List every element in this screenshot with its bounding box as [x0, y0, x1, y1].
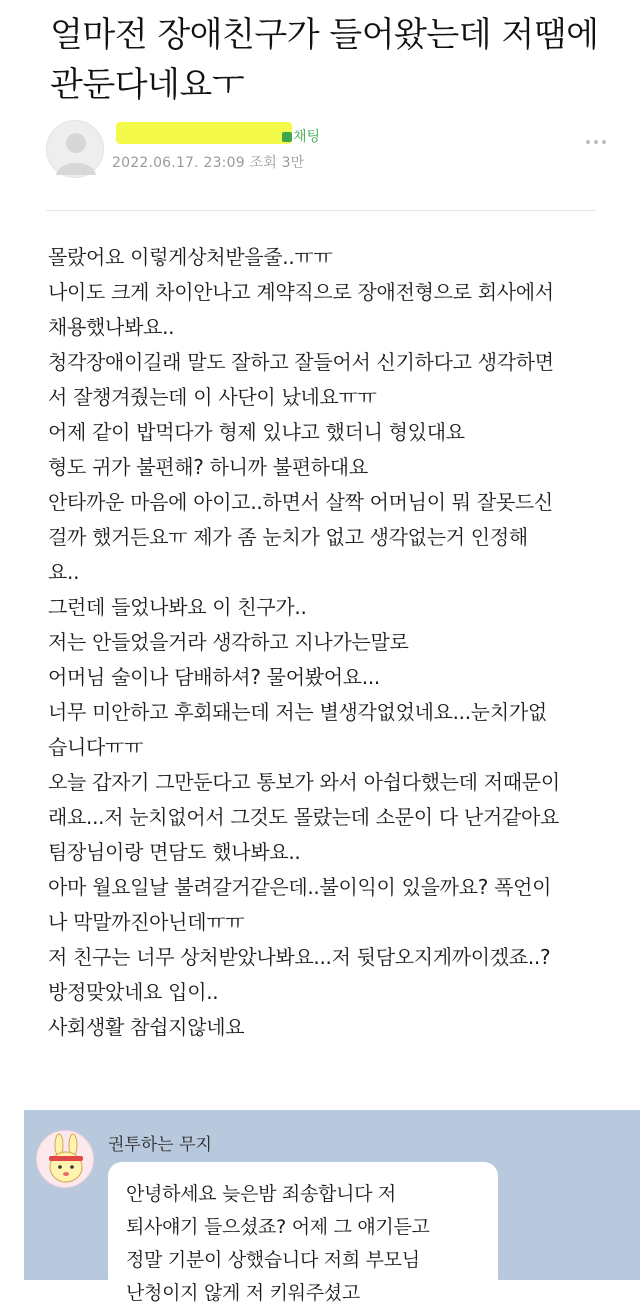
chat-message-line: 난청이지 않게 저 키워주셨고	[126, 1282, 360, 1304]
body-line: 나 막말까진아닌데ㅠㅠ	[48, 910, 245, 934]
body-line: 걸까 했거든요ㅠ 제가 좀 눈치가 없고 생각없는거 인정해	[48, 525, 528, 549]
body-line: 방정맞았네요 입이..	[48, 980, 219, 1004]
body-line: 형도 귀가 불편해? 하니까 불편하대요	[48, 455, 368, 479]
chat-screenshot	[24, 1110, 640, 1304]
body-line: 어머님 술이나 담배하셔? 물어봤어요...	[48, 665, 380, 689]
more-vertical-icon[interactable]	[586, 132, 606, 152]
post-date: 2022.06.17. 23:09	[112, 155, 245, 171]
body-line: 채용했나봐요..	[48, 315, 175, 339]
post-views: 조회 3만	[249, 155, 305, 171]
body-line: 팀장님이랑 면담도 했나봐요..	[48, 840, 301, 864]
body-line: 요..	[48, 560, 80, 584]
muzi-character-icon[interactable]	[36, 1130, 94, 1188]
body-line: 그런데 들었나봐요 이 친구가..	[48, 595, 307, 619]
post-title	[50, 10, 610, 110]
body-line: 저는 안들었을거라 생각하고 지나가는말로	[48, 630, 409, 654]
chat-message-line: 안녕하세요 늦은밤 죄송합니다 저	[126, 1183, 396, 1205]
post-title-line: 관둔다네요ㅜ	[50, 65, 245, 105]
default-profile-icon[interactable]	[46, 120, 104, 178]
body-line: 래요...저 눈치없어서 그것도 몰랐는데 소문이 다 난거같아요	[48, 805, 559, 829]
divider	[46, 210, 596, 211]
body-line: 청각장애이길래 말도 잘하고 잘들어서 신기하다고 생각하면	[48, 350, 554, 374]
chat-icon	[282, 132, 292, 142]
author-row	[46, 118, 606, 184]
body-line: 습니다ㅠㅠ	[48, 735, 144, 759]
chat-message-bubble	[108, 1162, 498, 1304]
body-line: 서 잘챙겨줬는데 이 사단이 났네요ㅠㅠ	[48, 385, 377, 409]
chat-link-label: 채팅	[293, 129, 321, 145]
post-title-line: 얼마전 장애친구가 들어왔는데 저땜에	[50, 15, 599, 55]
body-line: 오늘 갑자기 그만둔다고 통보가 와서 아쉽다했는데 저때문이	[48, 770, 560, 794]
body-line: 안타까운 마음에 아이고..하면서 살짝 어머님이 뭐 잘못드신	[48, 490, 553, 514]
author-name-redacted[interactable]	[116, 122, 292, 144]
chat-link[interactable]	[282, 126, 320, 146]
post-meta	[112, 152, 304, 172]
body-line: 어제 같이 밥먹다가 형제 있냐고 했더니 형있대요	[48, 420, 465, 444]
post-body	[48, 240, 608, 1045]
body-line: 사회생활 참쉽지않네요	[48, 1015, 245, 1039]
body-line: 나이도 크게 차이안나고 계약직으로 장애전형으로 회사에서	[48, 280, 554, 304]
chat-sender-name: 권투하는 무지	[108, 1135, 212, 1155]
body-line: 아마 월요일날 불려갈거같은데..불이익이 있을까요? 폭언이	[48, 875, 552, 899]
body-line: 너무 미안하고 후회돼는데 저는 별생각없었네요...눈치가없	[48, 700, 547, 724]
chat-message-line: 퇴사얘기 들으셨죠? 어제 그 얘기듣고	[126, 1216, 430, 1238]
chat-message-line: 정말 기분이 상했습니다 저희 부모님	[126, 1249, 420, 1271]
body-line: 몰랐어요 이렇게상처받을줄..ㅠㅠ	[48, 245, 333, 269]
body-line: 저 친구는 너무 상처받았나봐요...저 뒷담오지게까이겠죠..?	[48, 945, 551, 969]
